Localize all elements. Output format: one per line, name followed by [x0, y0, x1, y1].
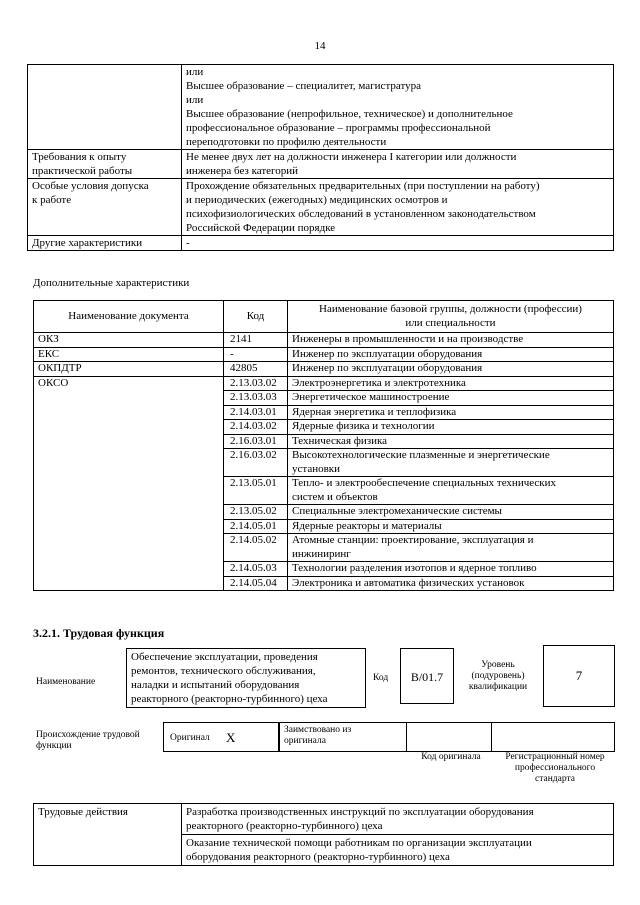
text-line: функции [36, 741, 72, 751]
action-item [182, 804, 614, 835]
text-line: практической работы [32, 165, 133, 177]
doc-cell: ОКСО [34, 376, 224, 591]
text-line: Уровень [481, 660, 515, 670]
code-value-box: B/01.7 [400, 648, 454, 704]
text-line: Не менее двух лет на должности инженера I категории или должности [186, 151, 517, 163]
action-item [182, 835, 614, 866]
text-line: систем и объектов [292, 490, 378, 503]
code-cell: 2.16.03.01 [224, 434, 288, 449]
name-cell: Инженеры в промышленности и на производстве [288, 333, 614, 348]
borrowed-cell [279, 722, 407, 752]
text-line: Наименование базовой группы, должности (профессии) [319, 303, 582, 315]
code-cell: 2.14.05.03 [224, 562, 288, 577]
table-row [28, 179, 614, 236]
code-cell: 2.14.03.01 [224, 405, 288, 420]
table-row [28, 236, 614, 251]
row-label [28, 236, 182, 251]
section-title: 3.2.1. Трудовая функция [33, 626, 165, 640]
code-cell: 2.14.05.04 [224, 576, 288, 591]
name-cell [288, 534, 614, 562]
code-cell: 2.13.03.03 [224, 391, 288, 406]
code-cell: 42805 [224, 362, 288, 377]
row-label [28, 179, 182, 236]
original-label: Оригинал [170, 733, 210, 743]
reg-number-cell [491, 722, 615, 752]
table-row [34, 376, 614, 391]
text-line: реакторного (реакторно-турбинного) цеха [131, 693, 328, 705]
level-label [458, 660, 538, 693]
text-line: ремонтов, технического обслуживания, [131, 665, 316, 677]
name-cell: Специальные электромеханические системы [288, 505, 614, 520]
text-line: оригинала [284, 736, 326, 746]
additional-heading: Дополнительные характеристики [33, 277, 190, 289]
text-line: Регистрационный номер [505, 752, 605, 762]
name-cell: Инженер по эксплуатации оборудования [288, 347, 614, 362]
row-value [182, 236, 614, 251]
table-row [28, 150, 614, 179]
name-cell: Инженер по эксплуатации оборудования [288, 362, 614, 377]
name-cell: Электроэнергетика и электротехника [288, 376, 614, 391]
table-row [34, 333, 614, 348]
characteristics-table [33, 300, 614, 591]
code-original-label: Код оригинала [421, 752, 481, 762]
text-line: - [186, 237, 190, 249]
name-cell: Энергетическое машиностроение [288, 391, 614, 406]
code-cell: 2.16.03.02 [224, 449, 288, 477]
header-code: Код [224, 301, 288, 333]
text-line: психофизиологических обследований в установленном законодательством [186, 208, 536, 220]
text-line: оборудования реакторного (реакторно-турбинного) цеха [186, 851, 450, 863]
text-line: Требования к опыту [32, 151, 127, 163]
code-cell: 2.14.03.02 [224, 420, 288, 435]
text-line: Особые условия допуска [32, 180, 149, 192]
text-line: профессиональное образование – программы профессиональной [186, 122, 491, 134]
row-value [182, 179, 614, 236]
text-line: Высшее образование (непрофильное, техническое) и дополнительное [186, 108, 513, 120]
table-row [34, 347, 614, 362]
reg-number-label [495, 752, 615, 785]
requirements-table [27, 64, 614, 251]
function-name-box [126, 648, 366, 708]
code-cell: - [224, 347, 288, 362]
text-line: инженера без категорий [186, 165, 299, 177]
text-line: наладки и испытаний оборудования [131, 679, 300, 691]
text-line: или [186, 66, 204, 78]
row-label [28, 150, 182, 179]
row-value [182, 150, 614, 179]
header-name [288, 301, 614, 333]
text-line: или специальности [405, 316, 496, 329]
original-mark: X [226, 730, 236, 745]
header-document: Наименование документа [34, 301, 224, 333]
name-label: Наименование [36, 677, 96, 687]
text-line: Высокотехнологические плазменные и энергетические [292, 449, 550, 461]
code-cell: 2.14.05.02 [224, 534, 288, 562]
education-cell [182, 65, 614, 150]
table-row [28, 65, 614, 150]
labour-actions-table [33, 803, 614, 866]
code-cell: 2.13.05.01 [224, 477, 288, 505]
text-line: установки [292, 462, 341, 475]
doc-cell: ОКЗ [34, 333, 224, 348]
text-line: квалификации [468, 682, 528, 692]
text-line: (подуровень) [471, 671, 525, 681]
text-line: реакторного (реакторно-турбинного) цеха [186, 820, 383, 832]
text-line: Происхождение трудовой [36, 730, 140, 740]
name-cell: Ядерная энергетика и теплофизика [288, 405, 614, 420]
text-line: к работе [32, 194, 72, 206]
original-cell [163, 722, 279, 752]
text-line: Высшее образование – специалитет, магистратура [186, 80, 422, 92]
actions-label: Трудовые действия [34, 804, 182, 866]
text-line: или [186, 94, 204, 106]
name-cell: Ядерные физика и технологии [288, 420, 614, 435]
text-line: Заимствовано из [284, 725, 352, 735]
text-line: Разработка производственных инструкций по эксплуатации оборудования [186, 806, 534, 818]
text-line: инжиниринг [292, 547, 351, 560]
text-line: Атомные станции: проектирование, эксплуатация и [292, 534, 534, 546]
text-line: Оказание технической помощи работникам по организации эксплуатации [186, 837, 532, 849]
text-line: Обеспечение эксплуатации, проведения [131, 651, 318, 663]
name-cell [288, 449, 614, 477]
table-cell [28, 65, 182, 150]
name-cell: Техническая физика [288, 434, 614, 449]
text-line: стандарта [535, 774, 575, 784]
code-cell: 2.13.03.02 [224, 376, 288, 391]
table-row [34, 362, 614, 377]
code-cell: 2141 [224, 333, 288, 348]
doc-cell: ЕКС [34, 347, 224, 362]
code-original-cell [406, 722, 492, 752]
level-value-box: 7 [543, 645, 615, 707]
name-cell: Технологии разделения изотопов и ядерное топливо [288, 562, 614, 577]
doc-cell: ОКПДТР [34, 362, 224, 377]
code-cell: 2.13.05.02 [224, 505, 288, 520]
text-line: Российской Федерации порядке [186, 222, 336, 234]
text-line: и периодических (ежегодных) медицинских осмотров и [186, 194, 448, 206]
table-header-row [34, 301, 614, 333]
text-line: Прохождение обязательных предварительных (при поступлении на работу) [186, 180, 540, 192]
page-number: 14 [314, 40, 326, 52]
name-cell: Ядерные реакторы и материалы [288, 519, 614, 534]
text-line: переподготовки по профилю деятельности [186, 136, 387, 148]
text-line: Другие характеристики [32, 237, 143, 249]
code-cell: 2.14.05.01 [224, 519, 288, 534]
origin-label [36, 730, 140, 752]
code-label: Код [373, 673, 389, 683]
text-line: Тепло- и электрообеспечение специальных технических [292, 477, 557, 489]
name-cell: Электроника и автоматика физических установок [288, 576, 614, 591]
name-cell [288, 477, 614, 505]
text-line: профессионального [514, 763, 596, 773]
table-row [34, 804, 614, 835]
